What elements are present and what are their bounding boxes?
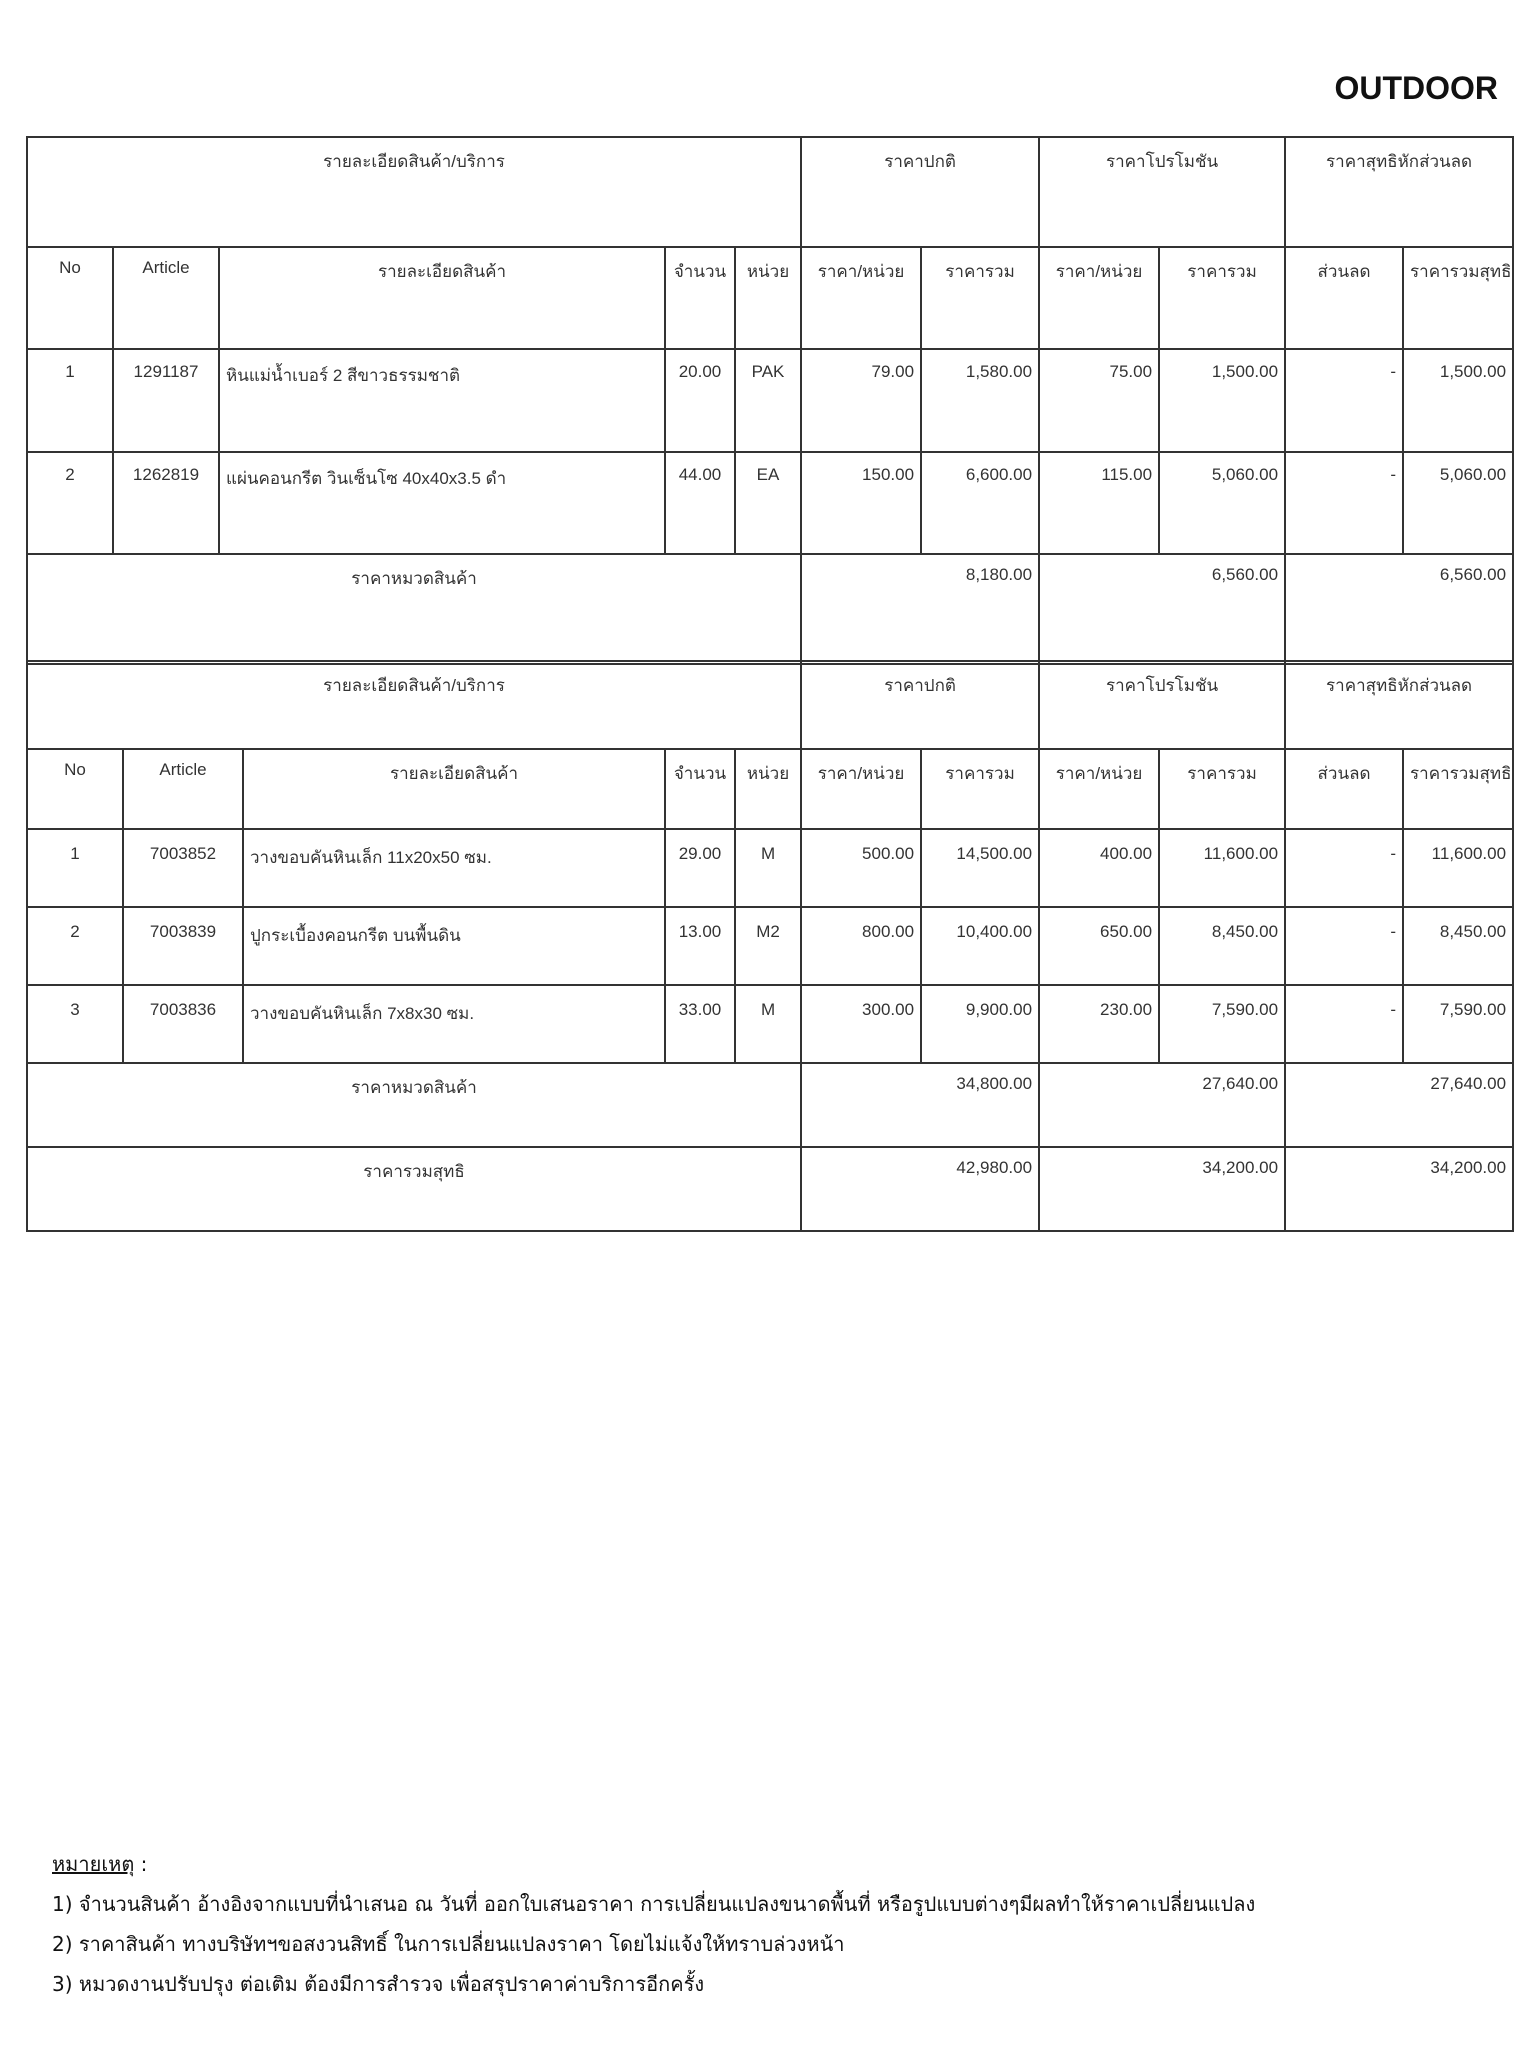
cell-article: 7003839 — [123, 907, 243, 985]
cell-qty: 20.00 — [665, 349, 735, 452]
grand-total-net: 34,200.00 — [1285, 1147, 1513, 1231]
notes-title: หมายเหตุ — [52, 1852, 135, 1876]
subtotal-promo: 27,640.00 — [1039, 1063, 1285, 1147]
col-header-net-total: ราคารวมสุทธิ — [1403, 247, 1513, 349]
cell-description: ปูกระเบื้องคอนกรีต บนพื้นดิน — [243, 907, 665, 985]
col-header-net-total: ราคารวมสุทธิ — [1403, 749, 1513, 829]
col-header-description: รายละเอียดสินค้า — [243, 749, 665, 829]
cell-article: 1291187 — [113, 349, 219, 452]
cell-article: 1262819 — [113, 452, 219, 554]
grand-total-label: ราคารวมสุทธิ — [27, 1147, 801, 1231]
table-row — [27, 907, 1513, 985]
cell-normal-total: 14,500.00 — [921, 829, 1039, 907]
notes-colon: : — [134, 1852, 148, 1876]
group-header-normal-price: ราคาปกติ — [801, 661, 1039, 749]
notes-heading — [52, 1844, 1255, 1884]
col-header-unit: หน่วย — [735, 247, 801, 349]
cell-discount: - — [1285, 985, 1403, 1063]
group-header-row — [27, 661, 1513, 749]
group-header-detail: รายละเอียดสินค้า/บริการ — [27, 661, 801, 749]
group-header-row — [27, 137, 1513, 247]
cell-description: แผ่นคอนกรีต วินเซ็นโซ 40x40x3.5 ดำ — [219, 452, 665, 554]
cell-description: หินแม่น้ำเบอร์ 2 สีขาวธรรมชาติ — [219, 349, 665, 452]
cell-no: 2 — [27, 907, 123, 985]
cell-discount: - — [1285, 829, 1403, 907]
grand-total-row — [27, 1147, 1513, 1231]
grand-total-promo: 34,200.00 — [1039, 1147, 1285, 1231]
cell-no: 2 — [27, 452, 113, 554]
cell-normal-unit-price: 500.00 — [801, 829, 921, 907]
group-header-promo-price: ราคาโปรโมชัน — [1039, 137, 1285, 247]
subtotal-promo: 6,560.00 — [1039, 554, 1285, 664]
col-header-promo-total: ราคารวม — [1159, 749, 1285, 829]
cell-net-total: 1,500.00 — [1403, 349, 1513, 452]
col-header-article: Article — [113, 247, 219, 349]
cell-normal-unit-price: 800.00 — [801, 907, 921, 985]
column-header-row — [27, 749, 1513, 829]
cell-unit: M — [735, 829, 801, 907]
cell-promo-total: 1,500.00 — [1159, 349, 1285, 452]
cell-unit: M2 — [735, 907, 801, 985]
cell-promo-unit-price: 75.00 — [1039, 349, 1159, 452]
group-header-detail: รายละเอียดสินค้า/บริการ — [27, 137, 801, 247]
col-header-normal-total: ราคารวม — [921, 247, 1039, 349]
cell-promo-total: 11,600.00 — [1159, 829, 1285, 907]
cell-unit: PAK — [735, 349, 801, 452]
cell-normal-total: 6,600.00 — [921, 452, 1039, 554]
cell-article: 7003852 — [123, 829, 243, 907]
col-header-normal-total: ราคารวม — [921, 749, 1039, 829]
col-header-qty: จำนวน — [665, 247, 735, 349]
cell-promo-unit-price: 115.00 — [1039, 452, 1159, 554]
cell-discount: - — [1285, 452, 1403, 554]
cell-normal-total: 9,900.00 — [921, 985, 1039, 1063]
subtotal-row — [27, 1063, 1513, 1147]
cell-description: วางขอบคันหินเล็ก 11x20x50 ซม. — [243, 829, 665, 907]
quotation-table-section-1 — [26, 136, 1514, 665]
column-header-row — [27, 247, 1513, 349]
cell-unit: EA — [735, 452, 801, 554]
cell-promo-total: 8,450.00 — [1159, 907, 1285, 985]
subtotal-net: 27,640.00 — [1285, 1063, 1513, 1147]
col-header-no: No — [27, 247, 113, 349]
group-header-promo-price: ราคาโปรโมชัน — [1039, 661, 1285, 749]
subtotal-row — [27, 554, 1513, 664]
col-header-discount: ส่วนลด — [1285, 749, 1403, 829]
cell-no: 1 — [27, 349, 113, 452]
cell-net-total: 5,060.00 — [1403, 452, 1513, 554]
subtotal-label: ราคาหมวดสินค้า — [27, 1063, 801, 1147]
note-line-3: 3) หมวดงานปรับปรุง ต่อเติม ต้องมีการสำรวจ เพื่อสรุปราคาค่าบริการอีกครั้ง — [52, 1972, 705, 1996]
cell-normal-total: 10,400.00 — [921, 907, 1039, 985]
group-header-net-price: ราคาสุทธิหักส่วนลด — [1285, 137, 1513, 247]
cell-promo-unit-price: 400.00 — [1039, 829, 1159, 907]
table-row — [27, 829, 1513, 907]
cell-promo-unit-price: 650.00 — [1039, 907, 1159, 985]
notes-section — [52, 1844, 1255, 2004]
document-title: OUTDOOR — [1334, 70, 1498, 106]
grand-total-normal: 42,980.00 — [801, 1147, 1039, 1231]
cell-normal-unit-price: 79.00 — [801, 349, 921, 452]
cell-normal-unit-price: 150.00 — [801, 452, 921, 554]
col-header-normal-unit-price: ราคา/หน่วย — [801, 749, 921, 829]
col-header-promo-total: ราคารวม — [1159, 247, 1285, 349]
cell-net-total: 8,450.00 — [1403, 907, 1513, 985]
subtotal-net: 6,560.00 — [1285, 554, 1513, 664]
note-line-2: 2) ราคาสินค้า ทางบริษัทฯขอสงวนสิทธิ์ ในการเปลี่ยนแปลงราคา โดยไม่แจ้งให้ทราบล่วงหน้า — [52, 1932, 845, 1956]
col-header-article: Article — [123, 749, 243, 829]
cell-discount: - — [1285, 907, 1403, 985]
cell-description: วางขอบคันหินเล็ก 7x8x30 ซม. — [243, 985, 665, 1063]
subtotal-normal: 8,180.00 — [801, 554, 1039, 664]
note-line-1: 1) จำนวนสินค้า อ้างอิงจากแบบที่นำเสนอ ณ วันที่ ออกใบเสนอราคา การเปลี่ยนแปลงขนาดพื้นที่ หรือรูปแบบต่างๆมีผลทำให้ราคาเปลี่ยนแปลง — [52, 1892, 1256, 1916]
cell-net-total: 7,590.00 — [1403, 985, 1513, 1063]
cell-article: 7003836 — [123, 985, 243, 1063]
cell-promo-total: 5,060.00 — [1159, 452, 1285, 554]
table-row — [27, 452, 1513, 554]
cell-promo-total: 7,590.00 — [1159, 985, 1285, 1063]
cell-discount: - — [1285, 349, 1403, 452]
col-header-normal-unit-price: ราคา/หน่วย — [801, 247, 921, 349]
cell-qty: 44.00 — [665, 452, 735, 554]
cell-normal-unit-price: 300.00 — [801, 985, 921, 1063]
col-header-promo-unit-price: ราคา/หน่วย — [1039, 247, 1159, 349]
cell-promo-unit-price: 230.00 — [1039, 985, 1159, 1063]
group-header-net-price: ราคาสุทธิหักส่วนลด — [1285, 661, 1513, 749]
subtotal-label: ราคาหมวดสินค้า — [27, 554, 801, 664]
cell-no: 1 — [27, 829, 123, 907]
subtotal-normal: 34,800.00 — [801, 1063, 1039, 1147]
cell-normal-total: 1,580.00 — [921, 349, 1039, 452]
col-header-no: No — [27, 749, 123, 829]
cell-qty: 13.00 — [665, 907, 735, 985]
cell-qty: 33.00 — [665, 985, 735, 1063]
cell-no: 3 — [27, 985, 123, 1063]
col-header-qty: จำนวน — [665, 749, 735, 829]
cell-qty: 29.00 — [665, 829, 735, 907]
table-row — [27, 349, 1513, 452]
col-header-discount: ส่วนลด — [1285, 247, 1403, 349]
table-row — [27, 985, 1513, 1063]
col-header-unit: หน่วย — [735, 749, 801, 829]
quotation-table-section-2 — [26, 660, 1514, 1232]
col-header-description: รายละเอียดสินค้า — [219, 247, 665, 349]
cell-net-total: 11,600.00 — [1403, 829, 1513, 907]
col-header-promo-unit-price: ราคา/หน่วย — [1039, 749, 1159, 829]
group-header-normal-price: ราคาปกติ — [801, 137, 1039, 247]
cell-unit: M — [735, 985, 801, 1063]
